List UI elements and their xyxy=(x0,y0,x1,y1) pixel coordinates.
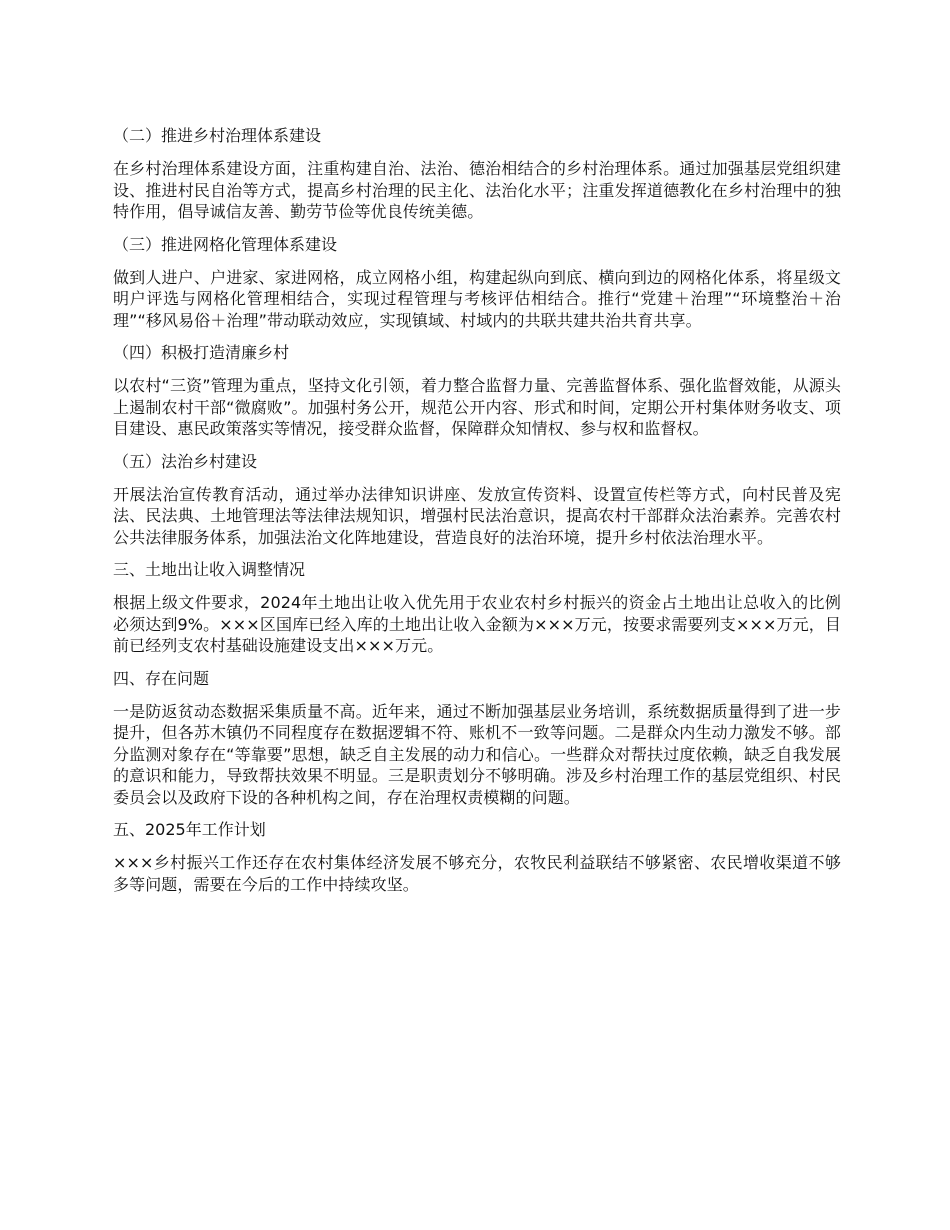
section-heading-3: （三）推进网格化管理体系建设 xyxy=(113,234,338,254)
work-plan-paragraph: ×××乡村振兴工作还存在农村集体经济发展不够充分，农牧民利益联结不够紧密、农民增收渠道不够多等问题，需要在今后的工作中持续攻坚。 xyxy=(113,853,841,894)
section-heading-2: （二）推进乡村治理体系建设 xyxy=(113,126,322,145)
land-revenue-paragraph: 根据上级文件要求，2024年土地出让收入优先用于农业农村乡村振兴的资金占土地出让总收入的比例必须达到9%。×××区国库已经入库的土地出让收入金额为×××万元，按要求需要列支×××万元，目前已经列支农村基础设施建设支出×××万元。 xyxy=(113,593,841,655)
section-heading-5: （五）法治乡村建设 xyxy=(113,451,258,471)
section-paragraph-5: 开展法治宣传教育活动，通过举办法律知识讲座、发放宣传资料、设置宣传栏等方式，向村民普及宪法、民法典、土地管理法等法律法规知识，增强村民法治意识，提高农村干部群众法治素养。完善农村公共法律服务体系，加强法治文化阵地建设，营造良好的法治环境，提升乡村依法治理水平。 xyxy=(113,484,841,547)
section-paragraph-3: 做到人进户、户进家、家进网格，成立网格小组，构建起纵向到底、横向到边的网格化体系，将星级文明户评选与网格化管理相结合，实现过程管理与考核评估相结合。推行“党建＋治理”“环境整治＋治理”“移风易俗＋治理”带动联动效应，实现镇域、村域内的共联共建共治共育共享。 xyxy=(113,267,841,330)
work-plan-heading: 五、2025年工作计划 xyxy=(113,820,266,839)
problems-heading: 四、存在问题 xyxy=(113,668,210,688)
document-page xyxy=(113,124,841,905)
section-paragraph-4: 以农村“三资”管理为重点，坚持文化引领，着力整合监督力量、完善监督体系、强化监督效能，从源头上遏制农村干部“微腐败”。加强村务公开，规范公开内容、形式和时间，定期公开村集体财务收支、项目建设、惠民政策落实等情况，接受群众监督，保障群众知情权、参与权和监督权。 xyxy=(113,376,841,438)
land-revenue-heading: 三、土地出让收入调整情况 xyxy=(113,560,306,579)
section-paragraph-2: 在乡村治理体系建设方面，注重构建自治、法治、德治相结合的乡村治理体系。通过加强基层党组织建设、推进村民自治等方式，提高乡村治理的民主化、法治化水平；注重发挥道德教化在乡村治理中的独特作用，倡导诚信友善、勤劳节俭等优良传统美德。 xyxy=(113,159,841,221)
problems-paragraph: 一是防返贫动态数据采集质量不高。近年来，通过不断加强基层业务培训，系统数据质量得到了进一步提升，但各苏木镇仍不同程度存在数据逻辑不符、账机不一致等问题。二是群众内生动力激发不够。部分监测对象存在“等靠要”思想，缺乏自主发展的动力和信心。一些群众对帮扶过度依赖，缺乏自我发展的意识和能力，导致帮扶效果不明显。三是职责划分不够明确。涉及乡村治理工作的基层党组织、村民委员会以及政府下设的各种机构之间，存在治理权责模糊的问题。 xyxy=(113,701,841,807)
section-heading-4: （四）积极打造清廉乡村 xyxy=(113,343,290,362)
